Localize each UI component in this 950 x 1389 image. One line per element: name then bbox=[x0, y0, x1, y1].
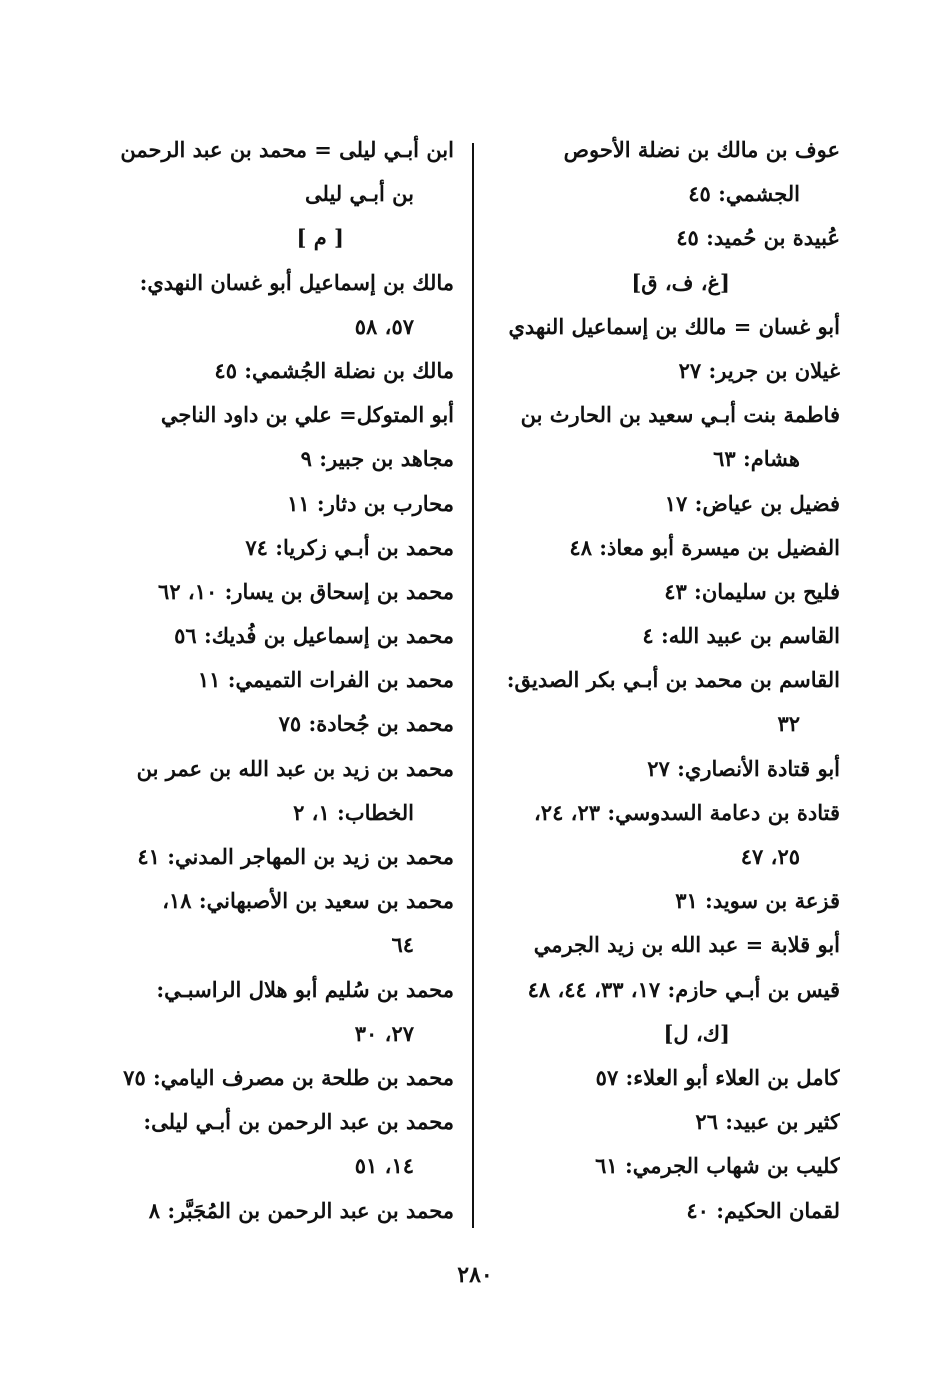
index-entry-line: القاسم بن محمد بن أبـي بكر الصديق: bbox=[506, 667, 840, 693]
index-entry-line: كليب بن شهاب الجرمي: ٦١ bbox=[595, 1153, 840, 1179]
index-entry-line: أبو المتوكل= علي بن داود الناجي bbox=[160, 402, 454, 428]
index-column-right bbox=[495, 128, 840, 1233]
index-entry-line: محمد بن إسحاق بن يسار: ١٠، ٦٢ bbox=[158, 578, 454, 604]
index-entry-line: لقمان الحكيم: ٤٠ bbox=[686, 1197, 840, 1223]
index-entry-line: محمد بن الفرات التميمي: ١١ bbox=[197, 667, 454, 693]
index-entry-line: الجشمي: ٤٥ bbox=[688, 181, 800, 207]
index-entry-line: أبو غسان = مالك بن إسماعيل النهدي bbox=[508, 313, 840, 339]
index-entry-line: الخطاب: ١، ٢ bbox=[293, 799, 414, 825]
index-entry-line: بن أبـي ليلى bbox=[305, 181, 414, 207]
index-entry-line: ٦٤ bbox=[391, 932, 414, 958]
index-entry-line: [ م ] bbox=[296, 225, 344, 251]
index-entry-line: محمد بن زيد بن المهاجر المدني: ٤١ bbox=[137, 844, 454, 869]
index-entry-line: محمد بن إسماعيل بن فُديك: ٥٦ bbox=[174, 623, 454, 649]
index-entry-line: محارب بن دثار: ١١ bbox=[287, 490, 454, 516]
index-entry-line: ٥٧، ٥٨ bbox=[354, 313, 414, 339]
index-entry-line: ٣٢ bbox=[777, 711, 800, 737]
column-divider bbox=[472, 143, 474, 1228]
index-entry-line: محمد بن أبـي زكريا: ٧٤ bbox=[245, 534, 454, 560]
index-entry-line: محمد بن سعيد بن الأصبهاني: ١٨، bbox=[162, 888, 454, 914]
index-entry-line: محمد بن عبد الرحمن بن أبـي ليلى: bbox=[143, 1109, 454, 1135]
index-entry-line: [ك، ل] bbox=[663, 1020, 730, 1046]
index-entry-line: أبو قتادة الأنصاري: ٢٧ bbox=[647, 755, 840, 781]
index-entry-line: مالك بن إسماعيل أبو غسان النهدي: bbox=[139, 269, 454, 295]
index-entry-line: فضيل بن عياض: ١٧ bbox=[664, 490, 840, 516]
index-entry-line: القاسم بن عبيد الله: ٤ bbox=[642, 623, 840, 649]
index-entry-line: كامل بن العلاء أبو العلاء: ٥٧ bbox=[595, 1064, 840, 1090]
index-entry-line: [غ، ف، ق] bbox=[631, 269, 730, 295]
index-entry-line: فليح بن سليمان: ٤٣ bbox=[664, 578, 840, 604]
index-entry-line: كثير بن عبيد: ٢٦ bbox=[695, 1109, 840, 1135]
index-entry-line: محمد بن جُحادة: ٧٥ bbox=[278, 711, 454, 737]
index-entry-line: محمد بن زيد بن عبد الله بن عمر بن bbox=[136, 755, 454, 781]
index-entry-line: قتادة بن دعامة السدوسي: ٢٣، ٢٤، bbox=[534, 799, 840, 825]
index-entry-line: قيس بن أبـي حازم: ١٧، ٣٣، ٤٤، ٤٨ bbox=[527, 976, 840, 1002]
index-entry-line: مجاهد بن جبير: ٩ bbox=[300, 446, 454, 472]
index-entry-line: أبو قلابة = عبد الله بن زيد الجرمي bbox=[533, 932, 840, 958]
index-entry-line: محمد بن طلحة بن مصرف اليامي: ٧٥ bbox=[123, 1064, 454, 1090]
index-entry-line: قزعة بن سويد: ٣١ bbox=[675, 888, 840, 914]
index-entry-line: محمد بن عبد الرحمن بن المُجَبَّر: ٨ bbox=[148, 1197, 454, 1223]
index-entry-line: ابن أبـي ليلى = محمد بن عبد الرحمن bbox=[120, 137, 454, 162]
index-entry-line: ٢٧، ٣٠ bbox=[354, 1020, 414, 1046]
index-column-left bbox=[112, 128, 454, 1233]
index-entry-line: فاطمة بنت أبـي سعيد بن الحارث بن bbox=[520, 402, 840, 428]
index-entry-line: هشام: ٦٣ bbox=[713, 446, 800, 472]
index-entry-line: مالك بن نضلة الجُشمي: ٤٥ bbox=[214, 357, 454, 383]
index-entry-line: عوف بن مالك بن نضلة الأحوص bbox=[563, 137, 840, 162]
index-entry-line: عُبيدة بن حُميد: ٤٥ bbox=[676, 225, 840, 251]
page-number: ٢٨٠ bbox=[457, 1262, 493, 1288]
index-entry-line: الفضيل بن ميسرة أبو معاذ: ٤٨ bbox=[569, 534, 840, 560]
index-entry-line: ١٤، ٥١ bbox=[354, 1153, 414, 1179]
index-entry-line: محمد بن سُليم أبو هلال الراسبـي: bbox=[156, 976, 454, 1002]
index-entry-line: ٢٥، ٤٧ bbox=[740, 844, 800, 869]
index-entry-line: غيلان بن جرير: ٢٧ bbox=[678, 357, 840, 383]
